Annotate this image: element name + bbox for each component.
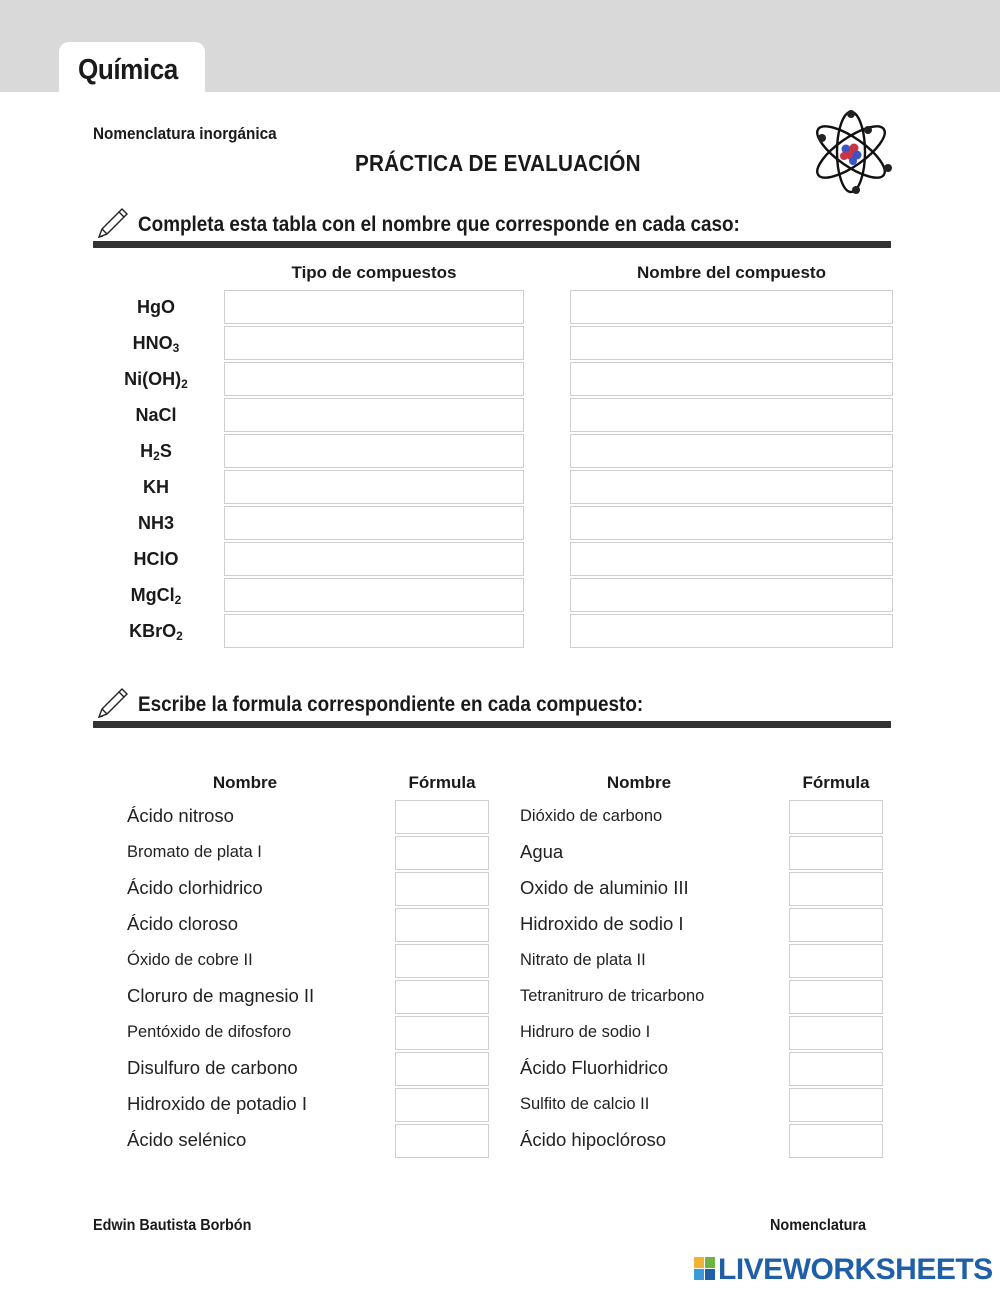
compound-name-input[interactable] (570, 326, 893, 360)
tab-quimica (59, 42, 205, 94)
compound-type-input[interactable] (224, 398, 524, 432)
compound-name-right: Oxido de aluminio III (520, 877, 689, 898)
section-divider (93, 241, 891, 248)
formula-input-right[interactable] (789, 1124, 883, 1158)
compound-name-left: Cloruro de magnesio II (127, 985, 315, 1006)
compound-type-input[interactable] (224, 578, 524, 612)
compound-type-input[interactable] (224, 290, 524, 324)
formula-input-right[interactable] (789, 872, 883, 906)
chemical-formula: KH (143, 477, 169, 497)
compound-name-right: Agua (520, 841, 564, 862)
column-header-nombre-right: Nombre (606, 773, 672, 792)
page-title: PRÁCTICA DE EVALUACIÓN (355, 150, 641, 176)
formula-input-right[interactable] (789, 800, 883, 834)
compound-name-right: Hidroxido de sodio I (520, 913, 684, 934)
compound-name-left: Ácido cloroso (127, 913, 239, 934)
brand-name: LIVEWORKSHEETS (718, 1253, 993, 1286)
chemical-formula: NH3 (137, 513, 174, 533)
compound-name-input[interactable] (570, 506, 893, 540)
compound-type-input[interactable] (224, 434, 524, 468)
formula-input-left[interactable] (395, 980, 489, 1014)
section-divider (93, 721, 891, 728)
compound-name-left: Ácido selénico (127, 1129, 247, 1150)
column-header-formula-left: Fórmula (408, 773, 476, 792)
compound-name-right: Dióxido de carbono (520, 807, 663, 825)
compound-name-left: Disulfuro de carbono (127, 1057, 298, 1078)
footer-author: Edwin Bautista Borbón (93, 1217, 252, 1234)
compound-name-left: Bromato de plata I (127, 843, 262, 861)
compound-name-input[interactable] (570, 614, 893, 648)
chemical-formula: KBrO$_2$ (129, 621, 183, 643)
compound-type-input[interactable] (224, 362, 524, 396)
pencil-icon (95, 685, 131, 721)
compound-name-input[interactable] (570, 578, 893, 612)
compound-name-input[interactable] (570, 290, 893, 324)
compound-name-right: Hidruro de sodio I (520, 1023, 651, 1041)
tab-label: Química (78, 54, 178, 86)
column-header-nombre-left: Nombre (212, 773, 278, 792)
column-header-formula-right: Fórmula (802, 773, 870, 792)
document-subtitle: Nomenclatura inorgánica (93, 124, 277, 143)
formula-input-left[interactable] (395, 1052, 489, 1086)
chemical-formula: $HNO_3$ (132, 333, 180, 355)
formula-input-right[interactable] (789, 1088, 883, 1122)
footer-topic: Nomenclatura (770, 1217, 867, 1234)
compound-name-left: Hidroxido de potadio I (127, 1093, 307, 1114)
compound-name-input[interactable] (570, 398, 893, 432)
compound-name-left: Ácido nitroso (127, 805, 234, 826)
compound-name-left: Pentóxido de difosforo (127, 1023, 292, 1041)
formula-input-left[interactable] (395, 836, 489, 870)
formula-input-left[interactable] (395, 800, 489, 834)
chemical-formula: HgO (137, 297, 175, 317)
formula-input-left[interactable] (395, 1124, 489, 1158)
formula-input-right[interactable] (789, 908, 883, 942)
compound-type-input[interactable] (224, 542, 524, 576)
liveworksheets-logo-icon (694, 1257, 716, 1281)
compound-type-input[interactable] (224, 506, 524, 540)
formula-input-right[interactable] (789, 1052, 883, 1086)
compound-name-left: Ácido clorhidrico (127, 877, 263, 898)
compound-name-right: Ácido Fluorhidrico (520, 1057, 669, 1078)
chemical-formula: HClO (133, 549, 179, 569)
column-header-type: Tipo de compuestos (291, 263, 457, 282)
compound-name-input[interactable] (570, 362, 893, 396)
section-1-instruction: Completa esta tabla con el nombre que corresponde en cada caso: (138, 213, 740, 236)
atom-icon (808, 106, 894, 198)
formula-input-left[interactable] (395, 1016, 489, 1050)
compound-name-right: Tetranitruro de tricarbono (520, 987, 705, 1005)
formula-input-right[interactable] (789, 836, 883, 870)
formula-input-left[interactable] (395, 1088, 489, 1122)
compound-type-input[interactable] (224, 326, 524, 360)
compound-name-left: Óxido de cobre II (127, 951, 253, 969)
chemical-formula: NaCl (135, 405, 177, 425)
formula-input-left[interactable] (395, 944, 489, 978)
chemical-formula: MgCl$_2$ (130, 585, 182, 607)
formula-input-right[interactable] (789, 1016, 883, 1050)
top-bar (0, 0, 1000, 92)
formula-input-left[interactable] (395, 872, 489, 906)
compound-type-input[interactable] (224, 614, 524, 648)
chemical-formula: $H_2S$ (140, 441, 172, 463)
compound-name-right: Ácido hipoclóroso (520, 1129, 667, 1150)
pencil-icon (95, 205, 131, 241)
chemical-formula: $Ni(OH)_2$ (124, 369, 188, 391)
compound-name-input[interactable] (570, 434, 893, 468)
compound-type-input[interactable] (224, 470, 524, 504)
compound-name-right: Nitrato de plata II (520, 951, 646, 969)
formula-input-left[interactable] (395, 908, 489, 942)
formula-input-right[interactable] (789, 980, 883, 1014)
formula-input-right[interactable] (789, 944, 883, 978)
compound-name-input[interactable] (570, 542, 893, 576)
compound-name-input[interactable] (570, 470, 893, 504)
compound-name-right: Sulfito de calcio II (520, 1095, 650, 1113)
column-header-name: Nombre del compuesto (637, 263, 826, 282)
section-2-instruction: Escribe la formula correspondiente en cada compuesto: (138, 693, 644, 716)
